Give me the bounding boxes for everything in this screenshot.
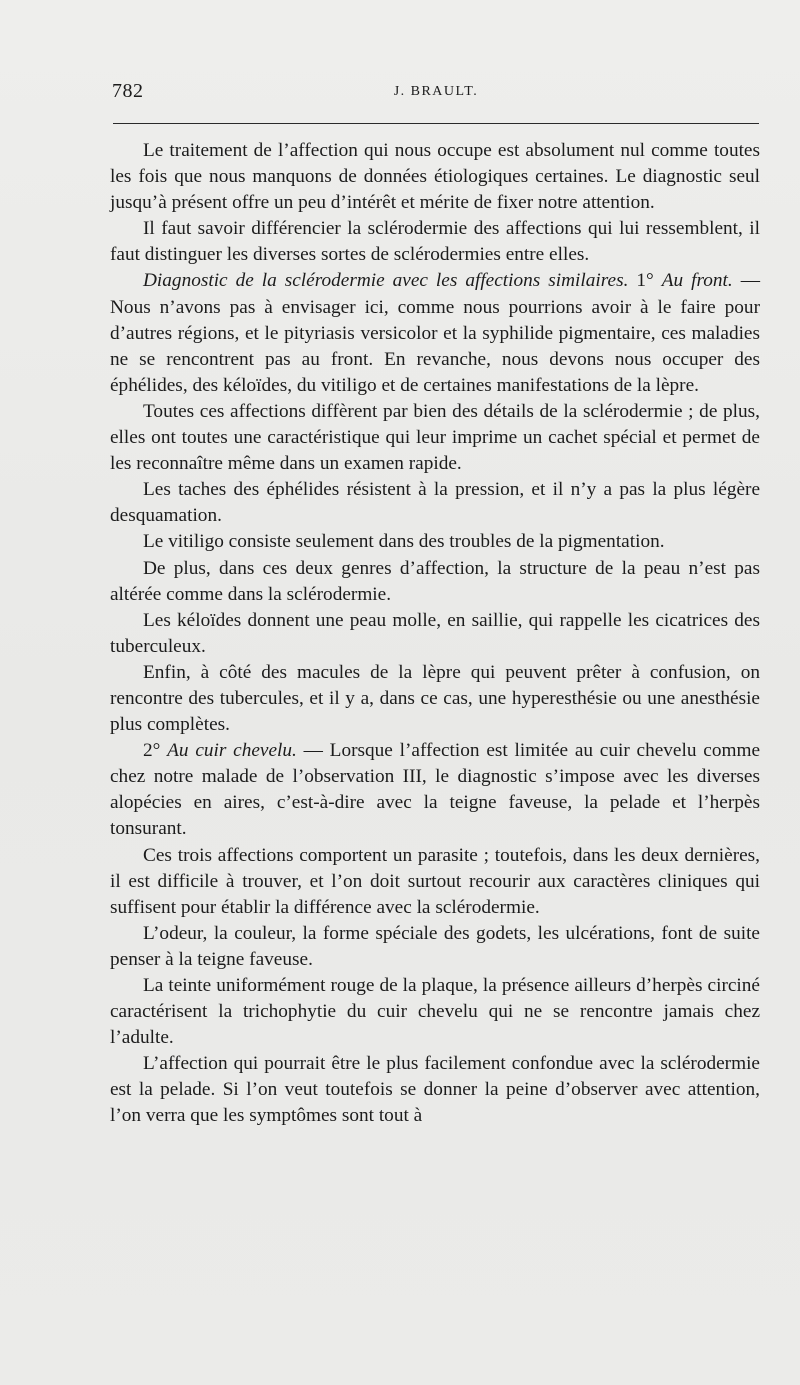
- paragraph: [110, 268, 760, 398]
- paragraph: [110, 843, 760, 921]
- subsection-heading: Au front.: [661, 270, 733, 292]
- paragraph: [110, 660, 760, 738]
- paragraph-text: Ces trois affections comportent un parasite ; toutefois, dans les deux dernières, il est difficile à trouver, et l’on doit surtout recourir aux caractères cliniques qui suffisent pour établir la différence avec la sclérodermie.: [110, 844, 760, 918]
- page-number: 782: [112, 80, 144, 102]
- paragraph-text: Toutes ces affections diffèrent par bien des détails de la sclérodermie ; de plus, elles ont toutes une caractéristique qui leur imprime un cachet spécial et permet de les reconnaître même dans un examen rapide.: [110, 400, 760, 475]
- paragraph-text: — Lorsque l’affection est limitée au cuir chevelu comme chez notre malade de l’observation III, le diagnostic s’impose avec les diverses alopécies en aires, c’est-à-dire avec la teigne faveuse, la pelade et l’herpès tonsurant.: [110, 740, 761, 840]
- paragraph-text: De plus, dans ces deux genres d’affection, la structure de la peau n’est pas altérée comme dans la sclérodermie.: [110, 557, 760, 605]
- page-header: [112, 80, 760, 108]
- paragraph: [110, 216, 760, 268]
- paragraph-text: Enfin, à côté des macules de la lèpre qui peuvent prêter à confusion, on rencontre des tubercules, et il y a, dans ce cas, une hyperesthésie ou une anesthésie plus complètes.: [110, 661, 760, 736]
- paragraph: [110, 973, 760, 1051]
- paragraph-text: Les kéloïdes donnent une peau molle, en saillie, qui rappelle les cicatrices des tuberculeux.: [110, 609, 760, 657]
- running-head: J. BRAULT.: [393, 84, 479, 99]
- header-rule: [113, 123, 759, 124]
- paragraph-text: L’odeur, la couleur, la forme spéciale des godets, les ulcérations, font de suite penser à la teigne faveuse.: [110, 922, 760, 970]
- paragraph-text: Il faut savoir différencier la sclérodermie des affections qui lui ressemblent, il faut distinguer les diverses sortes de sclérodermies entre elles.: [110, 218, 760, 266]
- paragraph-text: Le traitement de l’affection qui nous occupe est absolument nul comme toutes les fois que nous manquons de données étiologiques certaines. Le diagnostic seul jusqu’à présent offre un peu d’intérêt et mérite de fixer notre attention.: [110, 140, 760, 214]
- paragraph-text: Le vitiligo consiste seulement dans des troubles de la pigmentation.: [143, 531, 665, 553]
- paragraph: [110, 556, 760, 608]
- section-number: 1°: [628, 270, 662, 292]
- paragraph: [110, 477, 760, 529]
- section-number: 2°: [143, 740, 168, 762]
- section-heading: Diagnostic de la sclérodermie avec les affections similaires.: [143, 270, 629, 292]
- paragraph-text: L’affection qui pourrait être le plus facilement confondue avec la sclérodermie est la pelade. Si l’on veut toutefois se donner la peine d’observer avec attention, l’on verra que les symptômes sont tout à: [110, 1053, 760, 1127]
- paragraph: [110, 738, 760, 842]
- subsection-heading: Au cuir chevelu.: [167, 740, 297, 762]
- paragraph: [110, 921, 760, 973]
- paragraph: [110, 399, 760, 477]
- paragraph-text: Les taches des éphélides résistent à la pression, et il n’y a pas la plus légère desquamation.: [110, 479, 760, 527]
- paragraph: [110, 138, 760, 216]
- paragraph-text: — Nous n’avons pas à envisager ici, comme nous pourrions avoir à le faire pour d’autres régions, et le pityriasis versicolor et la syphilide pigmentaire, ces maladies ne se rencontrent pas au front. En revanche, nous devons nous occuper des éphélides, des kéloïdes, du vitiligo et de certaines manifestations de la lèpre.: [110, 270, 760, 396]
- paragraph: [110, 1051, 760, 1129]
- paragraph: [110, 608, 760, 660]
- paragraph-text: La teinte uniformément rouge de la plaque, la présence ailleurs d’herpès circiné caractérisent la trichophytie du cuir chevelu qui ne se rencontre jamais chez l’adulte.: [110, 975, 760, 1049]
- paragraph: [110, 529, 760, 555]
- body-text: [110, 138, 760, 1130]
